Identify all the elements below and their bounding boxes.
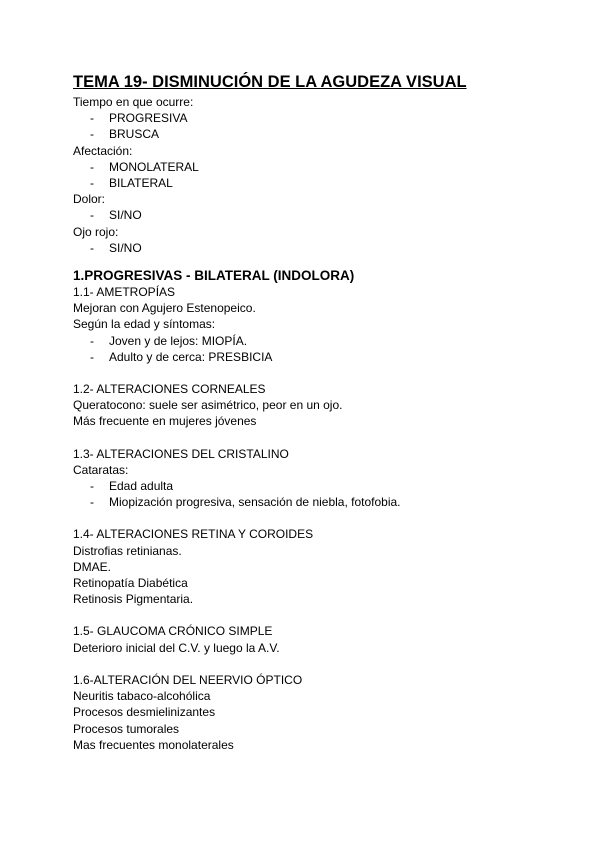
item-text: Queratocono: suele ser asimétrico, peor en un ojo. — [73, 398, 343, 413]
text-line — [73, 543, 573, 559]
subsection-heading: 1.6-ALTERACIÓN DEL NEERVIO ÓPTICO — [73, 672, 303, 687]
text-line — [73, 143, 573, 159]
text-line — [73, 397, 573, 413]
subsection-heading: 1.1- AMETROPÍAS — [73, 285, 176, 300]
item-text: Dolor: — [73, 192, 106, 207]
text-line — [73, 94, 573, 110]
item-text: Mas frecuentes monolaterales — [73, 737, 234, 752]
text-line — [73, 462, 573, 478]
text-line — [73, 688, 573, 704]
section-heading: 1.PROGRESIVAS - BILATERAL (INDOLORA) — [73, 268, 355, 284]
bullet-item — [73, 240, 573, 256]
bullet-dash: - — [90, 333, 94, 348]
item-text: Adulto y de cerca: PRESBICIA — [109, 349, 273, 364]
item-text: Joven y de lejos: MIOPÍA. — [109, 333, 248, 348]
item-text: BILATERAL — [109, 176, 173, 191]
item-text: BRUSCA — [109, 127, 160, 142]
text-line — [73, 640, 573, 656]
bullet-dash: - — [90, 176, 94, 191]
item-text: Deterioro inicial del C.V. y luego la A.V. — [73, 640, 280, 655]
subsection — [73, 381, 573, 430]
text-line — [73, 191, 573, 207]
item-text: Tiempo en que ocurre: — [73, 95, 194, 109]
subsection — [73, 526, 573, 607]
text-line — [73, 559, 573, 575]
item-text: Retinopatía Diabética — [73, 576, 188, 591]
intro-block — [73, 94, 573, 256]
item-text: Edad adulta — [109, 479, 174, 494]
item-text: Procesos desmielinizantes — [73, 705, 216, 720]
item-text: Cataratas: — [73, 462, 129, 477]
bullet-item — [73, 478, 573, 494]
text-line — [73, 575, 573, 591]
item-text: Procesos tumorales — [73, 721, 180, 736]
item-text: Afectación: — [73, 143, 133, 158]
item-text: Miopización progresiva, sensación de niebla, fotofobia. — [109, 495, 401, 510]
subsection-heading: 1.3- ALTERACIONES DEL CRISTALINO — [73, 446, 289, 461]
item-text: Más frecuente en mujeres jóvenes — [73, 414, 257, 429]
bullet-item — [73, 110, 573, 126]
bullet-dash: - — [90, 349, 94, 364]
bullet-dash: - — [90, 111, 94, 126]
subsection — [73, 672, 573, 753]
item-text: Según la edad y síntomas: — [73, 317, 216, 332]
subsection-heading: 1.4- ALTERACIONES RETINA Y COROIDES — [73, 527, 314, 542]
bullet-dash: - — [90, 240, 94, 255]
bullet-item — [73, 175, 573, 191]
bullet-item — [73, 494, 573, 510]
subsections — [73, 284, 573, 753]
text-line — [73, 721, 573, 737]
item-text: Retinosis Pigmentaria. — [73, 592, 194, 607]
text-line — [73, 224, 573, 240]
subsection — [73, 623, 573, 655]
text-line — [73, 300, 573, 316]
text-line — [73, 737, 573, 753]
subsection-heading: 1.2- ALTERACIONES CORNEALES — [73, 382, 266, 397]
subsection — [73, 284, 573, 365]
bullet-dash: - — [90, 159, 94, 174]
bullet-item — [73, 333, 573, 349]
document-content — [73, 72, 573, 753]
item-text: Ojo rojo: — [73, 224, 119, 239]
subsection-heading: 1.5- GLAUCOMA CRÓNICO SIMPLE — [73, 624, 273, 639]
document-title: TEMA 19- DISMINUCIÓN DE LA AGUDEZA VISUAL — [73, 73, 467, 91]
bullet-item — [73, 349, 573, 365]
bullet-dash: - — [90, 495, 94, 510]
bullet-item — [73, 207, 573, 223]
text-line — [73, 316, 573, 332]
text-line — [73, 704, 573, 720]
item-text: Mejoran con Agujero Estenopeico. — [73, 301, 256, 316]
item-text: DMAE. — [73, 559, 112, 574]
item-text: MONOLATERAL — [109, 159, 199, 174]
bullet-dash: - — [90, 208, 94, 223]
bullet-dash: - — [90, 127, 94, 142]
bullet-item — [73, 126, 573, 142]
item-text: PROGRESIVA — [109, 111, 188, 126]
bullet-item — [73, 159, 573, 175]
text-line — [73, 413, 573, 429]
text-line — [73, 591, 573, 607]
subsection — [73, 446, 573, 511]
item-text: Neuritis tabaco-alcohólica — [73, 689, 211, 704]
bullet-dash: - — [90, 479, 94, 494]
item-text: SI/NO — [109, 240, 142, 255]
item-text: Distrofias retinianas. — [73, 543, 182, 558]
item-text: SI/NO — [109, 208, 142, 223]
